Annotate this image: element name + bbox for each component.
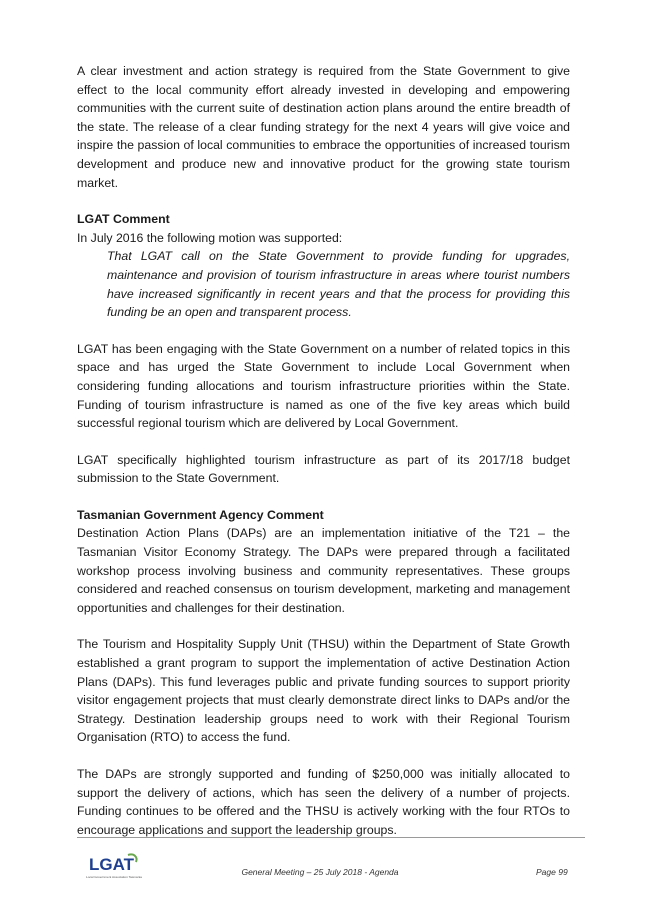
tas-paragraph-1: Destination Action Plans (DAPs) are an implementation initiative of the T21 – the Tasmanian Visitor Economy Strategy. The DAPs were prepared through a facilitated workshop process involving business and community representatives. These groups considered and reached consensus on tourism development, marketing and management opportunities and challenges for their destination. (77, 526, 570, 615)
lgat-comment-heading: LGAT Comment (77, 212, 170, 227)
footer-divider (77, 837, 585, 838)
document-body (77, 62, 570, 857)
lgat-logo-subtext: Local Government Association Tasmania (86, 875, 142, 879)
intro-paragraph: A clear investment and action strategy is required from the State Government to give effect to the local community effort already invested in developing and empowering communities with the current suite of destination action plans around the entire breadth of the state. The release of a clear funding strategy for the next 4 years will give voice and inspire the passion of local communities to embrace the opportunities of increased tourism development and produce new and innovative product for the growing state tourism market. (77, 64, 570, 190)
lgat-motion-quote: That LGAT call on the State Government to provide funding for upgrades, maintenance and provision of tourism infrastructure in areas where tourist numbers have increased significantly in recent years and that the process for providing this funding be an open and transparent process. (107, 249, 570, 320)
lgat-motion-intro: In July 2016 the following motion was supported: (77, 230, 343, 245)
lgat-paragraph-2: LGAT specifically highlighted tourism infrastructure as part of its 2017/18 budget submission to the State Government. (77, 452, 570, 486)
footer-meeting-label: General Meeting – 25 July 2018 - Agenda (241, 867, 399, 877)
tas-agency-heading: Tasmanian Government Agency Comment (77, 507, 324, 522)
tas-paragraph-3: The DAPs are strongly supported and funding of $250,000 was initially allocated to support the delivery of actions, which has seen the delivery of a number of projects. Funding continues to be offered and the THSU is actively working with the four RTOs to encourage applications and support the leadership groups. (77, 767, 570, 837)
lgat-logo-text: LGAT (89, 855, 135, 874)
tas-paragraph-2: The Tourism and Hospitality Supply Unit (THSU) within the Department of State Growth established a grant program to support the implementation of active Destination Action Plans (DAPs). This fund leverages public and private funding sources to support priority visitor engagement projects that must clearly demonstrate direct links to DAPs and/or the Strategy. Destination leadership groups need to work with their Regional Tourism Organisation (RTO) to access the fund. (77, 637, 570, 745)
lgat-logo (84, 851, 144, 881)
footer-page-number: Page 99 (536, 867, 568, 877)
lgat-paragraph-1: LGAT has been engaging with the State Government on a number of related topics in this space and has urged the State Government to include Local Government when considering funding allocations and tourism infrastructure priorities within the State. Funding of tourism infrastructure is named as one of the five key areas which build successful regional tourism which are delivered by Local Government. (77, 341, 570, 431)
